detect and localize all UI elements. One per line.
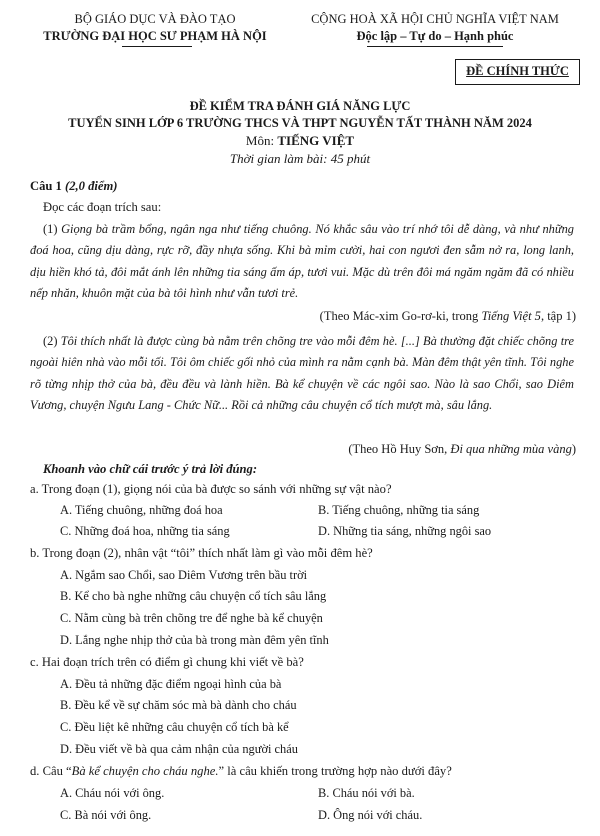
- question-b: b. Trong đoạn (2), nhân vật “tôi” thích nhất làm gì vào mỗi đêm hè?: [30, 546, 373, 560]
- passage-1-number: (1): [43, 222, 58, 236]
- country-motto: Độc lập – Tự do – Hạnh phúc: [356, 29, 514, 43]
- passage-2-source: [348, 442, 576, 457]
- question-a-option-a[interactable]: A. Tiếng chuông, những đoá hoa: [60, 503, 223, 517]
- question-d-quote: Bà kể chuyện cho cháu nghe.: [71, 764, 219, 778]
- question-d-option-d[interactable]: D. Ông nói với cháu.: [318, 808, 423, 822]
- passage-2-number: (2): [43, 334, 58, 348]
- question-1-label: Câu 1: [30, 179, 62, 193]
- question-d-suffix: ” là câu khiến trong trường hợp nào dưới đây?: [218, 764, 452, 778]
- passage-2: [30, 331, 574, 416]
- question-d-prefix: d. Câu “: [30, 764, 72, 778]
- passage-1-source-prefix: (Theo Mác-xim Go-rơ-ki, trong: [319, 309, 482, 323]
- passage-1-source: [320, 309, 576, 324]
- exam-title: ĐỀ KIỂM TRA ĐÁNH GIÁ NĂNG LỰC: [189, 99, 411, 113]
- passage-1: [30, 219, 574, 304]
- question-a-option-d[interactable]: D. Những tia sáng, những ngôi sao: [318, 524, 492, 538]
- reading-intro: Đọc các đoạn trích sau:: [43, 200, 162, 214]
- subject-label: Môn:: [245, 133, 275, 148]
- question-d-option-b[interactable]: B. Cháu nói với bà.: [318, 786, 415, 800]
- passage-2-source-suffix: ): [571, 442, 576, 456]
- exam-subtitle: TUYỂN SINH LỚP 6 TRƯỜNG THCS VÀ THPT NGUYỄN TẤT THÀNH NĂM 2024: [68, 116, 532, 130]
- question-d-option-c[interactable]: C. Bà nói với ông.: [60, 808, 152, 822]
- subject-name: TIẾNG VIỆT: [277, 133, 355, 148]
- header-right: [290, 11, 580, 45]
- header-left: [40, 11, 270, 45]
- header-right-underline: [367, 46, 503, 47]
- question-a: a. Trong đoạn (1), giọng nói của bà được so sánh với những sự vật nào?: [30, 482, 392, 496]
- passage-2-source-book: Đi qua những mùa vàng: [450, 442, 572, 456]
- question-d: [30, 764, 452, 779]
- passage-1-text: Giọng bà trầm bổng, ngân nga như tiếng chuông. Nó khắc sâu vào trí nhớ tôi dễ dàng, và như những đoá hoa, cũng dịu dàng, rực rỡ, đầy nhựa sống. Khi bà mỉm cười, hai con ngươi đen sẫm nở ra, long lanh, dịu hiền khó tả, đôi mắt ánh lên những tia sáng ấm áp, tươi vui. Mặc dù trên đôi má ngăm ngăm đã có nhiều nếp nhăn, khuôn mặt của bà tôi hình như vẫn tươi trẻ.: [30, 222, 574, 300]
- official-exam-box: ĐỀ CHÍNH THỨC: [455, 59, 580, 85]
- passage-1-source-suffix: , tập 1): [540, 309, 576, 323]
- university-name: TRƯỜNG ĐẠI HỌC SƯ PHẠM HÀ NỘI: [43, 29, 267, 43]
- passage-1-source-book: Tiếng Việt 5: [481, 309, 541, 323]
- question-c-option-b[interactable]: B. Đều kể về sự chăm sóc mà bà dành cho cháu: [60, 698, 297, 712]
- passage-2-text: Tôi thích nhất là được cùng bà nằm trên chõng tre vào mỗi đêm hè. [...] Bà thường đặt chiếc chõng tre ngoài hiên nhà vào mỗi tối. Tôi ôm chiếc gối nhỏ của mình ra nằm cạnh bà. Màn đêm thật yên tĩnh. Tôi nghe rõ từng nhịp thở của bà, đều đều và lành hiền. Bà kể chuyện về các ngôi sao. Nào là sao Chổi, sao Diêm Vương, chuyện Ngưu Lang - Chức Nữ... Rồi cả những câu chuyện cổ tích mượt mà, sâu lắng.: [30, 334, 574, 412]
- question-a-option-b[interactable]: B. Tiếng chuông, những tia sáng: [318, 503, 480, 517]
- exam-time: Thời gian làm bài: 45 phút: [229, 151, 371, 166]
- question-d-option-a[interactable]: A. Cháu nói với ông.: [60, 786, 165, 800]
- question-c: c. Hai đoạn trích trên có điểm gì chung khi viết về bà?: [30, 655, 304, 669]
- question-a-option-c[interactable]: C. Những đoá hoa, những tia sáng: [60, 524, 230, 538]
- question-b-option-c[interactable]: C. Nằm cùng bà trên chõng tre để nghe bà kể chuyện: [60, 611, 323, 625]
- question-b-option-b[interactable]: B. Kể cho bà nghe những câu chuyện cổ tích sâu lắng: [60, 589, 327, 603]
- question-1-heading: [30, 179, 117, 194]
- ministry-name: BỘ GIÁO DỤC VÀ ĐÀO TẠO: [74, 12, 236, 26]
- exam-subject: [0, 133, 600, 149]
- question-c-option-d[interactable]: D. Đều viết về bà qua cảm nhận của người cháu: [60, 742, 298, 756]
- passage-2-source-prefix: (Theo Hồ Huy Sơn,: [348, 442, 451, 456]
- header-left-underline: [122, 46, 192, 47]
- question-c-option-a[interactable]: A. Đều tả những đặc điểm ngoại hình của bà: [60, 677, 282, 691]
- country-name: CỘNG HOÀ XÃ HỘI CHỦ NGHĨA VIỆT NAM: [311, 12, 559, 26]
- question-b-option-d[interactable]: D. Lắng nghe nhịp thở của bà trong màn đêm yên tĩnh: [60, 633, 329, 647]
- question-1-points: (2,0 điểm): [65, 179, 118, 193]
- answer-instruction: Khoanh vào chữ cái trước ý trả lời đúng:: [43, 462, 258, 476]
- question-c-option-c[interactable]: C. Đều liệt kê những câu chuyện cổ tích bà kể: [60, 720, 289, 734]
- question-b-option-a[interactable]: A. Ngắm sao Chổi, sao Diêm Vương trên bầu trời: [60, 568, 308, 582]
